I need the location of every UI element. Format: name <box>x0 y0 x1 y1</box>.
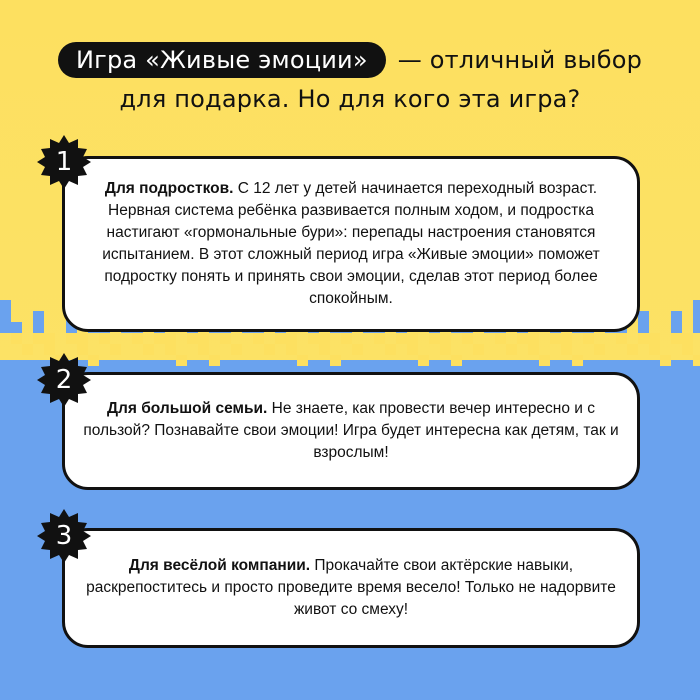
pixel <box>693 311 700 322</box>
pixel <box>330 355 341 366</box>
pixel <box>110 344 121 355</box>
page-title <box>0 42 700 116</box>
pixel <box>682 344 693 355</box>
pixel <box>682 333 693 344</box>
pixel <box>561 333 572 344</box>
pixel <box>638 322 649 333</box>
title-rest: — отличный выбор <box>397 46 643 74</box>
pixel <box>693 322 700 333</box>
pixel <box>671 322 682 333</box>
pixel <box>297 355 308 366</box>
pixel <box>462 333 473 344</box>
pixel <box>11 333 22 344</box>
pixel <box>649 344 660 355</box>
pixel <box>286 333 297 344</box>
pixel <box>451 355 462 366</box>
pixel <box>275 333 286 344</box>
pixel <box>154 333 165 344</box>
pixel <box>11 322 22 333</box>
pixel <box>187 333 198 344</box>
pixel <box>638 333 649 344</box>
pixel <box>165 344 176 355</box>
card-text: Прокачайте свои актёрские навыки, раскрепоститесь и просто проведите время весело! Только не надорвите живот со смеху! <box>86 557 616 618</box>
pixel <box>198 344 209 355</box>
pixel <box>440 344 451 355</box>
number-badge <box>36 352 92 408</box>
pixel <box>341 333 352 344</box>
pixel <box>671 333 682 344</box>
card-text: Не знаете, как провести вечер интересно и с пользой? Познавайте свои эмоции! Игра будет интересна как детям, так и взрослым! <box>83 400 619 461</box>
number-badge <box>36 508 92 564</box>
pixel <box>407 344 418 355</box>
pixel <box>286 344 297 355</box>
pixel <box>396 333 407 344</box>
pixel <box>627 344 638 355</box>
pixel <box>528 344 539 355</box>
card-title: Для большой семьи. <box>106 400 268 417</box>
pixel <box>352 344 363 355</box>
pixel <box>572 355 583 366</box>
pixel <box>418 355 429 366</box>
title-highlight: Игра «Живые эмоции» <box>58 42 386 78</box>
pixel <box>132 333 143 344</box>
pixel <box>693 300 700 311</box>
pixel <box>660 355 671 366</box>
pixel <box>583 333 594 344</box>
pixel <box>0 300 11 311</box>
pixel <box>0 322 11 333</box>
card-teenagers <box>62 156 640 332</box>
pixel <box>44 333 55 344</box>
pixel <box>253 333 264 344</box>
pixel <box>550 333 561 344</box>
pixel <box>385 344 396 355</box>
pixel <box>33 333 44 344</box>
pixel <box>319 344 330 355</box>
pixel <box>517 333 528 344</box>
badge-number: 2 <box>55 365 73 395</box>
pixel <box>319 333 330 344</box>
pixel <box>539 355 550 366</box>
card-company <box>62 528 640 648</box>
pixel <box>649 333 660 344</box>
pixel <box>66 333 77 344</box>
pixel <box>374 333 385 344</box>
pixel <box>77 333 88 344</box>
title-line-2: для подарка. Но для кого эта игра? <box>119 85 581 113</box>
pixel <box>495 333 506 344</box>
pixel <box>22 344 33 355</box>
pixel <box>528 333 539 344</box>
pixel <box>693 355 700 366</box>
pixel <box>473 344 484 355</box>
card-text: С 12 лет у детей начинается переходный возраст. Нервная система ребёнка развивается полным ходом, и подростка настигают «гормональные бури»: перепады настроения становятся испытанием. В этот сложный период игра «Живые эмоции» поможет подростку понять и принять свои эмоции, сделав этот период более спокойным. <box>102 180 600 307</box>
pixel <box>671 311 682 322</box>
pixel <box>308 333 319 344</box>
number-badge <box>36 134 92 190</box>
card-title: Для подростков. <box>104 180 234 197</box>
pixel <box>198 333 209 344</box>
pixel <box>407 333 418 344</box>
pixel <box>429 333 440 344</box>
pixel <box>176 355 187 366</box>
pixel <box>561 344 572 355</box>
pixel <box>231 344 242 355</box>
pixel <box>143 344 154 355</box>
card-family <box>62 372 640 490</box>
pixel <box>616 333 627 344</box>
pixel <box>638 311 649 322</box>
card-title: Для весёлой компании. <box>128 557 311 574</box>
badge-number: 1 <box>55 147 73 177</box>
pixel <box>264 344 275 355</box>
badge-number: 3 <box>55 521 73 551</box>
pixel <box>165 333 176 344</box>
pixel <box>0 311 11 322</box>
pixel <box>220 333 231 344</box>
pixel <box>33 311 44 322</box>
pixel <box>594 344 605 355</box>
pixel <box>99 333 110 344</box>
pixel <box>506 344 517 355</box>
pixel <box>209 355 220 366</box>
pixel <box>440 333 451 344</box>
pixel <box>33 322 44 333</box>
